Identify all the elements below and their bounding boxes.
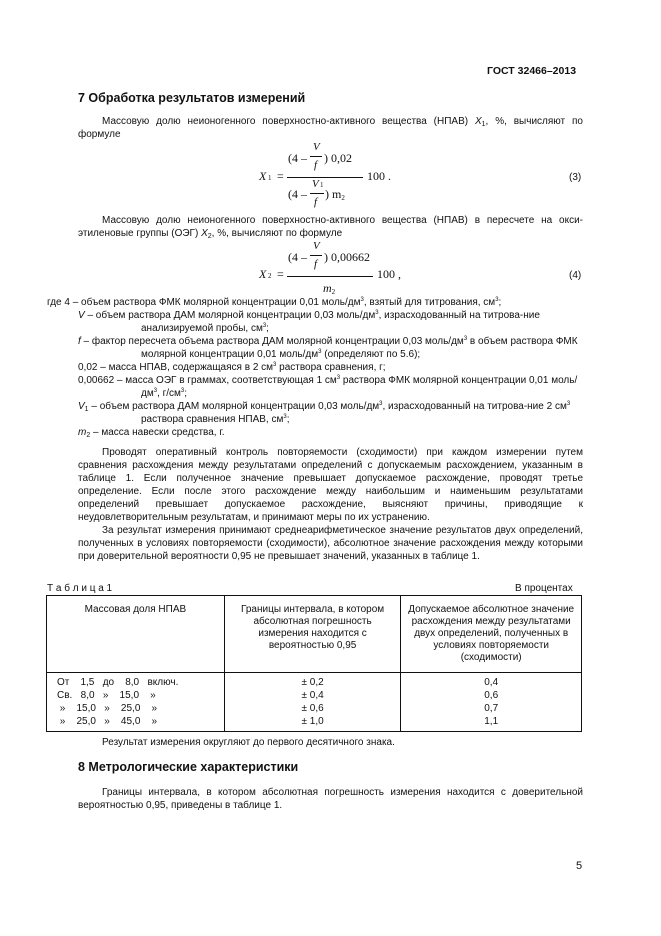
table-body: [47, 673, 582, 732]
text: – масса навески средства, г.: [90, 427, 225, 438]
text: в объем раствора ФМК молярной концентрации 0,01 моль/дм: [141, 336, 578, 360]
equals-sign: =: [277, 267, 284, 281]
header-mass-fraction: Массовая доля НПАВ: [47, 596, 225, 673]
range-column: [47, 673, 225, 732]
sup: 3: [153, 388, 158, 394]
denominator: m: [323, 281, 332, 295]
numerator-open: (4 –: [288, 250, 307, 264]
den-fraction-top: V: [312, 178, 319, 190]
sub: 2: [86, 432, 91, 439]
text: – объем раствора ДАМ молярной концентрации 0,03 моль/дм: [88, 401, 380, 412]
text: ;: [286, 414, 290, 425]
text: , %, вычисляют по формуле: [211, 228, 343, 239]
table-cell: 0,7: [484, 703, 499, 714]
den-fraction-bottom: f: [314, 196, 318, 208]
paragraph-x2-intro: [78, 214, 583, 240]
sup: 3: [262, 323, 267, 329]
definition-0-02: [47, 361, 587, 374]
table-cell: » 15,0 » 25,0 »: [57, 703, 158, 714]
main-fraction-line: [287, 177, 363, 178]
text: раствора ФМК молярной концентрации 0,01 моль/дм: [141, 375, 578, 399]
paragraph-metrology: Границы интервала, в котором абсолютная погрешность измерения находится с доверительной вероятностью 0,95, приведены в таблице 1.: [78, 787, 583, 811]
numerator-close: ) 0,02: [324, 151, 352, 165]
table-cell: Св. 8,0 » 15,0 »: [57, 690, 156, 701]
formula-4: X 2 = (4 – V f ) 0,00662 $m_2$ 100 ,: [259, 240, 401, 296]
text: раствора сравнения НПАВ, см: [141, 414, 284, 425]
table-cell: От 1,5 до 8,0 включ.: [57, 677, 179, 688]
variable-definitions: [47, 296, 587, 439]
section-7-title: 7 Обработка результатов измерений: [78, 91, 306, 105]
allowed-column: [401, 673, 582, 732]
sup: 3: [379, 401, 383, 407]
inner-fraction-top: V: [313, 240, 320, 252]
text: 0,02 – масса НПАВ, содержащаяся в 2 см: [78, 362, 274, 373]
equals-sign: =: [277, 169, 284, 183]
formula-tail: 100 ,: [377, 267, 401, 281]
header-interval: Границы интервала, в котором абсолютная погрешность измерения находится с вероятностью 0,95: [224, 596, 401, 673]
sup: 3: [566, 401, 571, 407]
main-fraction-line: [287, 276, 373, 277]
definition-0-00662: [47, 374, 587, 400]
text: ;: [184, 388, 188, 399]
text: – объем раствора ДАМ молярной концентрации 0,03 моль/дм: [84, 310, 376, 321]
inner-fraction-line: [310, 255, 322, 256]
sup: 3: [360, 297, 364, 303]
text: раствора сравнения, г;: [276, 362, 386, 373]
denominator-open: (4 –: [288, 187, 307, 201]
table-cell: ± 0,2: [301, 677, 324, 688]
text: ;: [498, 297, 502, 308]
table-units: В процентах: [515, 583, 573, 594]
sup: 3: [283, 414, 287, 420]
inner-fraction-top: V: [313, 141, 320, 153]
sup: 3: [180, 388, 185, 394]
header-allowed: Допускаемое абсолютное значение расхождения между результатами двух определений, полученных в условиях повторяемости (сходимости): [401, 596, 582, 673]
definition-v1: [47, 400, 587, 426]
table-cell: ± 0,6: [301, 703, 324, 714]
symbol: V: [78, 310, 85, 321]
den-fraction-line: [310, 193, 324, 194]
definition-f: [47, 335, 587, 361]
text: Массовую долю неионогенного поверхностно-активного вещества (НПАВ) в пересчете на окси-этиленовые группы (ОЭГ): [78, 215, 583, 239]
sup: 3: [273, 362, 277, 368]
paragraph-x1-intro: [78, 115, 583, 141]
equation-number-3: (3): [569, 172, 582, 183]
formula-tail: 100 .: [367, 169, 391, 183]
numerator-close: ) 0,00662: [324, 250, 370, 264]
inner-fraction-line: [310, 156, 322, 157]
paragraph-result: За результат измерения принимают среднеарифметическое значение результатов двух определений, полученных в условиях повторяемости (сходимости), абсолютное значение расхождения между которыми при доверительной вероятности 0,95 не превышает значений, указанных в таблице 1.: [78, 525, 583, 562]
symbol: f: [78, 336, 81, 347]
text: , израсходованный на титрова-ние анализируемой пробы, см: [141, 310, 540, 334]
sup: 3: [463, 336, 468, 342]
sup: 3: [375, 310, 379, 316]
table-cell: ± 0,4: [301, 690, 324, 701]
interval-column: [224, 673, 401, 732]
symbol: V: [78, 401, 85, 412]
table-1: [46, 595, 582, 732]
formula-lhs: X: [259, 169, 267, 183]
text: , взятый для титрования, см: [363, 297, 496, 308]
table-cell: 1,1: [484, 716, 499, 727]
formula-lhs: X: [259, 267, 267, 281]
paragraph-control: Проводят оперативный контроль повторяемости (сходимости) при каждом измерении путем сравнения расхождения между результатами определений с допускаемым расхождением, указанным в таблице 1. Если полученное значение превышает допускаемое расхождение, проводят третье определение. Если после этого расхождение между наибольшим и наименьшим результатами определений превышает допускаемое расхождение, выясняют причины, приводящие к неудовлетворительным результатам, и принимают меры по их устранению.: [78, 447, 583, 523]
symbol: m: [78, 427, 87, 438]
page-number: 5: [576, 860, 583, 872]
subscript: 1: [481, 121, 486, 128]
table-cell: ± 1,0: [301, 716, 324, 727]
document-id: ГОСТ 32466–2013: [487, 65, 577, 77]
numerator-open: (4 –: [288, 151, 307, 165]
sup: 3: [336, 375, 341, 381]
table-cell: 0,4: [484, 677, 499, 688]
text: – фактор пересчета объема раствора ДАМ молярной концентрации 0,03 моль/дм: [80, 336, 464, 347]
formula-3: X 1 = (4 – V f ) 0,02 (4 – V 1 f ) $m_2$ 100 .: [259, 141, 391, 208]
text: (определяют по 5.6);: [321, 349, 421, 360]
denominator-sub: 2: [331, 288, 336, 296]
table-cell: 0,6: [484, 690, 499, 701]
sup: 3: [318, 349, 322, 355]
subscript: 2: [207, 233, 212, 240]
denominator-close: ) m: [325, 187, 342, 201]
text: , %, вычисляют по формуле: [78, 116, 583, 140]
equation-number-4: (4): [569, 270, 582, 281]
text: , г/см: [157, 388, 181, 399]
symbol: X: [201, 228, 208, 239]
symbol: X: [474, 116, 482, 127]
denominator-sub: 2: [341, 194, 345, 202]
table-header-row: [47, 596, 582, 673]
paragraph-rounding: Результат измерения округляют до первого десятичного знака.: [102, 737, 395, 748]
text: ;: [266, 323, 269, 334]
sup: 3: [495, 297, 499, 303]
table-caption: Т а б л и ц а 1: [47, 583, 113, 594]
text: , израсходованный на титрова-ние 2 см: [382, 401, 567, 412]
text: где 4 – объем раствора ФМК молярной концентрации 0,01 моль/дм: [47, 297, 361, 308]
inner-fraction-bottom: f: [314, 258, 318, 270]
definition-v: [47, 309, 587, 335]
sub: 1: [84, 406, 89, 413]
table-cell: » 25,0 » 45,0 »: [57, 716, 158, 727]
text: 0,00662 – масса ОЭГ в граммах, соответствующая 1 см: [78, 375, 337, 386]
section-8-title: 8 Метрологические характеристики: [78, 760, 299, 774]
inner-fraction-bottom: f: [314, 159, 318, 171]
definition-4: [47, 296, 587, 309]
definition-m2: [47, 426, 587, 439]
text: Массовую долю неионогенного поверхностно-активного вещества (НПАВ): [102, 116, 475, 127]
